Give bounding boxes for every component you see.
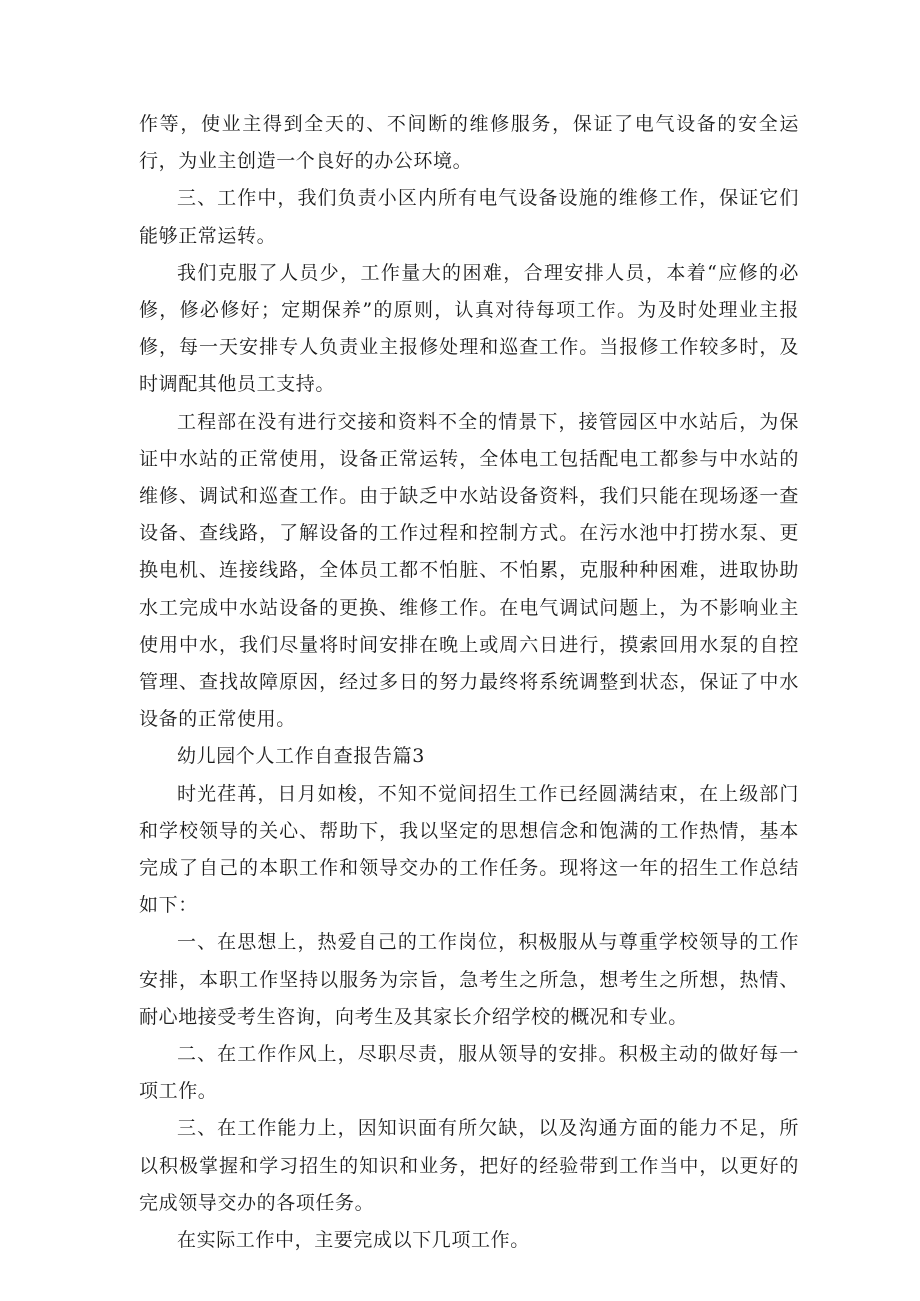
paragraph-thought: 一、在思想上，热爱自己的工作岗位，积极服从与尊重学校领导的工作安排，本职工作坚持以服务为宗旨，急考生之所急，想考生之所想，热情、耐心地接受考生咨询，向考生及其家长介绍学校的概况和专业。 bbox=[139, 931, 799, 1028]
paragraph-work-ability: 三、在工作能力上，因知识面有所欠缺，以及沟通方面的能力不足，所以积极掌握和学习招生的知识和业务，把好的经验带到工作当中，以更好的完成领导交办的各项任务。 bbox=[139, 1117, 799, 1214]
paragraph-water-station: 工程部在没有进行交接和资料不全的情景下，接管园区中水站后，为保证中水站的正常使用，设备正常运转，全体电工包括配电工都参与中水站的维修、调试和巡查工作。由于缺乏中水站设备资料，我们只能在现场逐一查设备、查线路，了解设备的工作过程和控制方式。在污水池中打捞水泵、更换电机、连接线路，全体员工都不怕脏、不怕累，克服种种困难，进取协助水工完成中水站设备的更换、维修工作。在电气调试问题上，为不影响业主使用中水，我们尽量将时间安排在晚上或周六日进行，摸索回用水泵的自控管理、查找故障原因，经过多日的努力最终将系统调整到状态，保证了中水设备的正常使用。 bbox=[139, 410, 799, 731]
paragraph-work-style: 二、在工作作风上，尽职尽责，服从领导的安排。积极主动的做好每一项工作。 bbox=[139, 1043, 799, 1103]
paragraph-intro: 时光荏苒，日月如梭，不知不觉间招生工作已经圆满结束，在上级部门和学校领导的关心、帮助下，我以坚定的思想信念和饱满的工作热情，基本完成了自己的本职工作和领导交办的工作任务。现将这一年的招生工作总结如下： bbox=[139, 782, 799, 917]
paragraph-tasks: 在实际工作中，主要完成以下几项工作。 bbox=[177, 1229, 530, 1252]
document-body bbox=[139, 106, 799, 1259]
paragraph-repair-arrangement: 我们克服了人员少，工作量大的困难，合理安排人员，本着“应修的必修，修必修好；定期保养”的原则，认真对待每项工作。为及时处理业主报修，每一天安排专人负责业主报修处理和巡查工作。当报修工作较多时，及时调配其他员工支持。 bbox=[139, 261, 799, 396]
section-heading: 幼儿园个人工作自查报告篇3 bbox=[177, 745, 425, 768]
paragraph-section-three: 三、工作中，我们负责小区内所有电气设备设施的维修工作，保证它们能够正常运转。 bbox=[139, 187, 799, 247]
paragraph-continuation: 作等，使业主得到全天的、不间断的维修服务，保证了电气设备的安全运行，为业主创造一个良好的办公环境。 bbox=[139, 113, 799, 173]
